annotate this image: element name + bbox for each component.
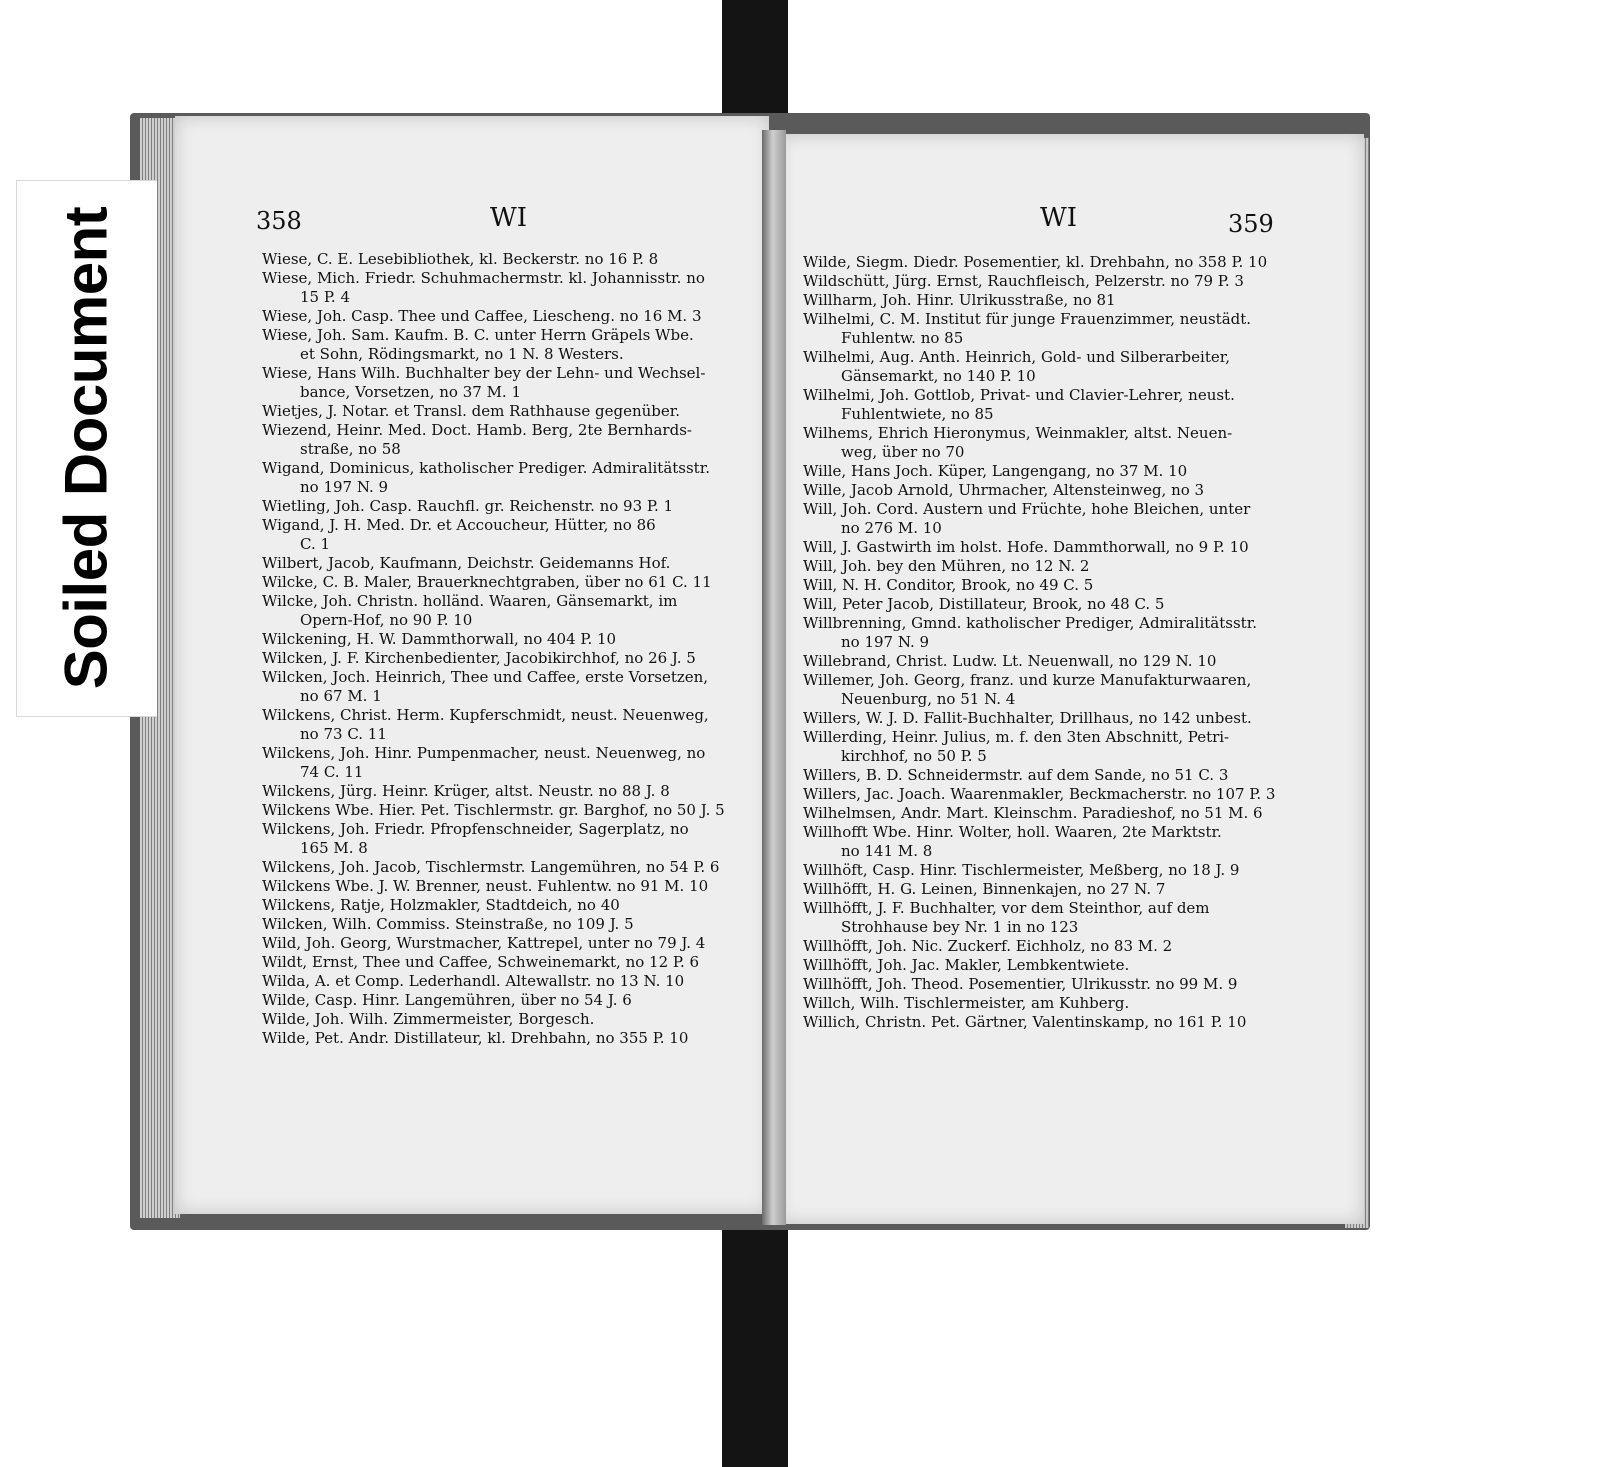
entry-text: Willharm, Joh. Hinr. Ulrikusstraße, no 81 (803, 291, 1116, 309)
entry-text: Wietling, Joh. Casp. Rauchfl. gr. Reichenstr. no 93 P. 1 (262, 497, 674, 515)
entry-text: Wiese, Mich. Friedr. Schuhmachermstr. kl. Johannisstr. no (262, 269, 705, 287)
entry-text: Wiese, Joh. Casp. Thee und Caffee, Liescheng. no 16 M. 3 (262, 307, 702, 325)
entry-text: Wilckens Wbe. J. W. Brenner, neust. Fuhlentw. no 91 M. 10 (262, 877, 709, 895)
entry-continuation: Neuenburg, no 51 N. 4 (841, 690, 1016, 708)
directory-entry (803, 652, 1303, 671)
entry-text: Willemer, Joh. Georg, franz. und kurze Manufakturwaaren, (803, 671, 1252, 689)
tab-label: Soiled Document (52, 206, 120, 690)
entry-continuation: bance, Vorsetzen, no 37 M. 1 (300, 383, 522, 401)
left-page-header: WI (490, 203, 527, 233)
directory-entry (262, 497, 762, 516)
directory-entry (262, 858, 762, 877)
spine-strap-bottom (722, 1210, 788, 1467)
directory-entry (803, 994, 1303, 1013)
entry-text: Willch, Wilh. Tischlermeister, am Kuhberg. (803, 994, 1130, 1012)
left-entry-list (262, 250, 762, 1048)
entry-text: Wilbert, Jacob, Kaufmann, Deichstr. Geidemanns Hof. (262, 554, 671, 572)
directory-entry (262, 744, 762, 782)
entry-text: Willers, Jac. Joach. Waarenmakler, Beckmacherstr. no 107 P. 3 (803, 785, 1276, 803)
directory-entry (262, 649, 762, 668)
directory-entry (262, 516, 762, 554)
directory-entry (262, 250, 762, 269)
entry-continuation: no 67 M. 1 (300, 687, 382, 705)
directory-entry (803, 1013, 1303, 1032)
directory-entry (803, 937, 1303, 956)
entry-text: Willhöfft, H. G. Leinen, Binnenkajen, no 27 N. 7 (803, 880, 1166, 898)
entry-text: Willhöfft, J. F. Buchhalter, vor dem Steinthor, auf dem (803, 899, 1210, 917)
entry-continuation: et Sohn, Rödingsmarkt, no 1 N. 8 Westers. (300, 345, 624, 363)
entry-text: Will, J. Gastwirth im holst. Hofe. Dammthorwall, no 9 P. 10 (803, 538, 1249, 556)
entry-text: Wiezend, Heinr. Med. Doct. Hamb. Berg, 2te Bernhards- (262, 421, 692, 439)
directory-entry (262, 896, 762, 915)
directory-entry (262, 364, 762, 402)
directory-entry (803, 500, 1303, 538)
directory-entry (803, 576, 1303, 595)
entry-continuation: kirchhof, no 50 P. 5 (841, 747, 987, 765)
directory-entry (262, 668, 762, 706)
directory-entry (262, 934, 762, 953)
directory-entry (803, 709, 1303, 728)
entry-text: Wilckens, Jürg. Heinr. Krüger, altst. Neustr. no 88 J. 8 (262, 782, 670, 800)
directory-entry (262, 402, 762, 421)
entry-text: Wilckens, Christ. Herm. Kupferschmidt, neust. Neuenweg, (262, 706, 709, 724)
entry-text: Wille, Jacob Arnold, Uhrmacher, Altensteinweg, no 3 (803, 481, 1205, 499)
entry-text: Wilhems, Ehrich Hieronymus, Weinmakler, altst. Neuen- (803, 424, 1233, 442)
entry-text: Willich, Christn. Pet. Gärtner, Valentinskamp, no 161 P. 10 (803, 1013, 1247, 1031)
entry-text: Wilckening, H. W. Dammthorwall, no 404 P. 10 (262, 630, 617, 648)
entry-text: Wilckens, Joh. Friedr. Pfropfenschneider, Sagerplatz, no (262, 820, 689, 838)
directory-entry (262, 877, 762, 896)
entry-text: Wiese, Hans Wilh. Buchhalter bey der Lehn- und Wechsel- (262, 364, 706, 382)
directory-entry (262, 307, 762, 326)
directory-entry (262, 972, 762, 991)
entry-text: Willhöfft, Joh. Jac. Makler, Lembkentwiete. (803, 956, 1130, 974)
entry-text: Wilcke, Joh. Christn. holländ. Waaren, Gänsemarkt, im (262, 592, 678, 610)
entry-continuation: straße, no 58 (300, 440, 401, 458)
directory-entry (803, 861, 1303, 880)
entry-text: Wigand, J. H. Med. Dr. et Accoucheur, Hütter, no 86 (262, 516, 656, 534)
directory-entry (803, 899, 1303, 937)
directory-entry (803, 557, 1303, 576)
entry-text: Wildschütt, Jürg. Ernst, Rauchfleisch, Pelzerstr. no 79 P. 3 (803, 272, 1244, 290)
directory-entry (803, 272, 1303, 291)
directory-entry (803, 595, 1303, 614)
entry-text: Willbrenning, Gmnd. katholischer Prediger, Admiralitätsstr. (803, 614, 1257, 632)
entry-text: Wilckens Wbe. Hier. Pet. Tischlermstr. gr. Barghof, no 50 J. 5 (262, 801, 725, 819)
entry-text: Wiese, Joh. Sam. Kaufm. B. C. unter Herrn Gräpels Wbe. (262, 326, 694, 344)
entry-text: Wilde, Casp. Hinr. Langemühren, über no 54 J. 6 (262, 991, 632, 1009)
directory-entry (262, 326, 762, 364)
directory-entry (262, 1029, 762, 1048)
directory-entry (262, 421, 762, 459)
entry-text: Will, Joh. Cord. Austern und Früchte, hohe Bleichen, unter (803, 500, 1251, 518)
entry-text: Wilhelmsen, Andr. Mart. Kleinschm. Paradieshof, no 51 M. 6 (803, 804, 1263, 822)
entry-continuation: Fuhlentwiete, no 85 (841, 405, 994, 423)
directory-entry (803, 481, 1303, 500)
entry-continuation: no 276 M. 10 (841, 519, 942, 537)
directory-entry (803, 386, 1303, 424)
entry-text: Wildt, Ernst, Thee und Caffee, Schweinemarkt, no 12 P. 6 (262, 953, 700, 971)
entry-text: Willebrand, Christ. Ludw. Lt. Neuenwall, no 129 N. 10 (803, 652, 1217, 670)
entry-text: Willhöfft, Joh. Theod. Posementier, Ulrikusstr. no 99 M. 9 (803, 975, 1238, 993)
entry-text: Wigand, Dominicus, katholischer Prediger. Admiralitätsstr. (262, 459, 711, 477)
directory-entry (262, 820, 762, 858)
directory-entry (262, 801, 762, 820)
entry-text: Wilckens, Joh. Hinr. Pumpenmacher, neust. Neuenweg, no (262, 744, 706, 762)
entry-text: Wild, Joh. Georg, Wurstmacher, Kattrepel, unter no 79 J. 4 (262, 934, 706, 952)
entry-text: Willhofft Wbe. Hinr. Wolter, holl. Waaren, 2te Marktstr. (803, 823, 1222, 841)
entry-text: Wietjes, J. Notar. et Transl. dem Rathhause gegenüber. (262, 402, 681, 420)
entry-text: Wilcken, J. F. Kirchenbedienter, Jacobikirchhof, no 26 J. 5 (262, 649, 696, 667)
entry-text: Wilckens, Joh. Jacob, Tischlermstr. Langemühren, no 54 P. 6 (262, 858, 720, 876)
directory-entry (803, 291, 1303, 310)
directory-entry (803, 253, 1303, 272)
entry-text: Wilhelmi, C. M. Institut für junge Frauenzimmer, neustädt. (803, 310, 1252, 328)
directory-entry (262, 706, 762, 744)
directory-entry (803, 614, 1303, 652)
entry-text: Wilda, A. et Comp. Lederhandl. Altewallstr. no 13 N. 10 (262, 972, 685, 990)
directory-entry (803, 804, 1303, 823)
entry-text: Willhöft, Casp. Hinr. Tischlermeister, Meßberg, no 18 J. 9 (803, 861, 1240, 879)
left-page-number: 358 (256, 207, 302, 235)
entry-text: Wilcken, Joch. Heinrich, Thee und Caffee, erste Vorsetzen, (262, 668, 709, 686)
right-page-header: WI (1040, 203, 1077, 233)
entry-text: Wilde, Siegm. Diedr. Posementier, kl. Drehbahn, no 358 P. 10 (803, 253, 1268, 271)
right-entry-list (803, 253, 1303, 1032)
entry-continuation: no 197 N. 9 (841, 633, 930, 651)
entry-text: Wilcke, C. B. Maler, Brauerknechtgraben, über no 61 C. 11 (262, 573, 712, 591)
directory-entry (803, 823, 1303, 861)
directory-entry (803, 956, 1303, 975)
directory-entry (803, 538, 1303, 557)
directory-entry (262, 953, 762, 972)
right-page-number: 359 (1228, 210, 1274, 238)
directory-entry (262, 630, 762, 649)
directory-entry (262, 573, 762, 592)
directory-entry (262, 1010, 762, 1029)
entry-continuation: 15 P. 4 (300, 288, 350, 306)
directory-entry (803, 728, 1303, 766)
directory-entry (262, 915, 762, 934)
entry-text: Wilde, Pet. Andr. Distillateur, kl. Drehbahn, no 355 P. 10 (262, 1029, 689, 1047)
directory-entry (803, 310, 1303, 348)
entry-text: Willers, W. J. D. Fallit-Buchhalter, Drillhaus, no 142 unbest. (803, 709, 1252, 727)
entry-text: Wilcken, Wilh. Commiss. Steinstraße, no 109 J. 5 (262, 915, 634, 933)
entry-continuation: no 73 C. 11 (300, 725, 387, 743)
entry-text: Will, Joh. bey den Mühren, no 12 N. 2 (803, 557, 1090, 575)
entry-continuation: 74 C. 11 (300, 763, 364, 781)
entry-text: Wiese, C. E. Lesebibliothek, kl. Beckerstr. no 16 P. 8 (262, 250, 659, 268)
entry-text: Wilckens, Ratje, Holzmakler, Stadtdeich, no 40 (262, 896, 620, 914)
directory-entry (803, 348, 1303, 386)
directory-entry (803, 880, 1303, 899)
entry-text: Wilhelmi, Joh. Gottlob, Privat- und Clavier-Lehrer, neust. (803, 386, 1235, 404)
directory-entry (803, 462, 1303, 481)
entry-text: Willers, B. D. Schneidermstr. auf dem Sande, no 51 C. 3 (803, 766, 1229, 784)
directory-entry (262, 554, 762, 573)
directory-entry (262, 592, 762, 630)
entry-continuation: C. 1 (300, 535, 331, 553)
entry-text: Willhöfft, Joh. Nic. Zuckerf. Eichholz, no 83 M. 2 (803, 937, 1173, 955)
entry-continuation: Strohhause bey Nr. 1 in no 123 (841, 918, 1079, 936)
directory-entry (803, 766, 1303, 785)
directory-entry (262, 459, 762, 497)
directory-entry (262, 269, 762, 307)
directory-entry (803, 785, 1303, 804)
entry-text: Wilde, Joh. Wilh. Zimmermeister, Borgesch. (262, 1010, 595, 1028)
entry-continuation: Fuhlentw. no 85 (841, 329, 964, 347)
directory-entry (262, 782, 762, 801)
entry-continuation: 165 M. 8 (300, 839, 368, 857)
entry-text: Will, N. H. Conditor, Brook, no 49 C. 5 (803, 576, 1094, 594)
entry-text: Wille, Hans Joch. Küper, Langengang, no 37 M. 10 (803, 462, 1188, 480)
entry-text: Wilhelmi, Aug. Anth. Heinrich, Gold- und Silberarbeiter, (803, 348, 1231, 366)
entry-continuation: Opern-Hof, no 90 P. 10 (300, 611, 473, 629)
directory-entry (803, 975, 1303, 994)
entry-continuation: no 141 M. 8 (841, 842, 933, 860)
directory-entry (803, 671, 1303, 709)
directory-entry (803, 424, 1303, 462)
book-gutter (762, 130, 786, 1225)
entry-continuation: Gänsemarkt, no 140 P. 10 (841, 367, 1036, 385)
entry-text: Willerding, Heinr. Julius, m. f. den 3ten Abschnitt, Petri- (803, 728, 1230, 746)
directory-entry (262, 991, 762, 1010)
entry-continuation: weg, über no 70 (841, 443, 965, 461)
entry-continuation: no 197 N. 9 (300, 478, 389, 496)
entry-text: Will, Peter Jacob, Distillateur, Brook, no 48 C. 5 (803, 595, 1165, 613)
